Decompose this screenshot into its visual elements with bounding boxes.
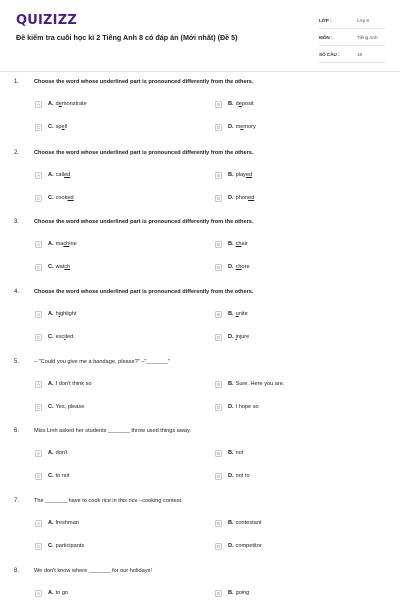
option-pre: cook (55, 195, 68, 201)
option-text (48, 473, 70, 479)
underlined-part: ch (235, 264, 242, 270)
option-pre: phon (235, 195, 249, 201)
option-text (228, 311, 248, 317)
option-pre: ma (55, 241, 64, 247)
option-box[interactable]: C (36, 264, 41, 270)
option-text (48, 404, 84, 410)
option-letter: C. (48, 543, 54, 549)
option-text (228, 172, 252, 178)
option-letter: B. (228, 101, 234, 107)
option-box[interactable]: C (36, 334, 41, 340)
option-pre: competitor (235, 543, 262, 549)
question-number: 3. (14, 219, 20, 225)
option-text (228, 124, 256, 130)
option-text (228, 334, 249, 340)
option-box[interactable]: B (215, 311, 222, 318)
option-text (228, 404, 259, 410)
option-text (228, 101, 254, 107)
option-box[interactable]: A (35, 172, 42, 179)
option-d[interactable] (215, 402, 259, 412)
option-letter: C. (48, 124, 54, 130)
option-b[interactable] (215, 170, 252, 180)
option-box[interactable]: D (216, 124, 221, 130)
option-letter: B. (228, 520, 234, 526)
question-number: 6. (14, 428, 20, 434)
question-text: Choose the word whose underlined part is pronounced differently from the others. (34, 219, 254, 225)
option-c[interactable] (35, 471, 70, 481)
meta-value: Lớp 8 (357, 17, 369, 23)
option-pre: contestant (235, 520, 262, 526)
meta-key: MÔN : (319, 34, 333, 40)
worksheet-meta (319, 12, 385, 63)
option-d[interactable] (215, 332, 249, 342)
option-box[interactable]: D (216, 543, 221, 549)
option-letter: B. (228, 241, 234, 247)
option-c[interactable] (35, 122, 67, 132)
option-pre: d (235, 101, 239, 107)
option-text (48, 520, 79, 526)
option-pre: exc (55, 334, 65, 340)
option-pre: d (55, 101, 59, 107)
option-letter: B. (228, 311, 234, 317)
option-pre: to go (55, 590, 69, 596)
underlined-part: i (58, 311, 60, 317)
option-box[interactable]: B (215, 590, 222, 597)
underlined-part: ch (64, 264, 71, 270)
option-pre: Yes, please (55, 404, 85, 410)
underlined-part: ed (245, 172, 253, 178)
option-text (48, 334, 73, 340)
option-letter: D. (228, 404, 234, 410)
option-text (48, 241, 77, 247)
question-text: We don't know where _______ for our holidays! (34, 568, 152, 574)
option-letter: D. (228, 195, 234, 201)
meta-value: 18 (357, 51, 363, 57)
option-pre: not to (235, 473, 250, 479)
option-letter: D. (228, 334, 234, 340)
option-b[interactable] (215, 379, 284, 389)
option-text (48, 543, 84, 549)
option-box[interactable]: A (35, 101, 42, 108)
option-box[interactable]: D (216, 195, 221, 201)
option-letter: D. (228, 264, 234, 270)
option-post: njure (236, 334, 250, 340)
option-letter: B. (228, 450, 234, 456)
option-letter: A. (48, 101, 54, 107)
option-b[interactable] (215, 99, 254, 109)
option-letter: D. (228, 124, 234, 130)
underlined-part: ed (248, 195, 255, 201)
option-post: mory (243, 124, 256, 130)
underlined-part: e (240, 124, 244, 130)
meta-row-class (319, 12, 385, 29)
option-text (48, 264, 70, 270)
option-pre: sp (55, 124, 62, 130)
option-b[interactable] (215, 239, 248, 249)
underlined-part: e (61, 124, 65, 130)
header-divider (0, 71, 400, 72)
option-text (228, 543, 262, 549)
option-b[interactable] (215, 448, 243, 458)
option-d[interactable] (215, 471, 250, 481)
option-box[interactable]: B (215, 520, 222, 527)
option-pre: wat (55, 264, 65, 270)
question-text: Choose the word whose underlined part is pronounced differently from the others. (34, 79, 254, 85)
option-letter: D. (228, 473, 234, 479)
option-letter: C. (48, 334, 54, 340)
option-c[interactable] (35, 262, 70, 272)
question-text: The _______ have to cook rice in this rice –cooking contest. (34, 498, 183, 504)
option-pre: m (235, 124, 241, 130)
option-box[interactable]: B (215, 450, 222, 457)
option-letter: B. (228, 381, 234, 387)
option-pre: I hope so (235, 404, 259, 410)
underlined-part: ch (235, 241, 242, 247)
meta-value: Tiếng Anh (357, 34, 378, 40)
option-text (228, 381, 284, 387)
option-letter: A. (48, 381, 54, 387)
option-b[interactable] (215, 309, 248, 319)
option-b[interactable] (215, 518, 261, 528)
question-number: 5. (14, 359, 20, 365)
meta-key: SỐ CÂU : (319, 51, 340, 57)
underlined-part: e (58, 101, 62, 107)
option-box[interactable]: A (35, 381, 42, 388)
option-a[interactable] (35, 588, 68, 598)
question-text: Choose the word whose underlined part is pronounced differently from the others. (34, 150, 254, 156)
option-box[interactable]: A (35, 520, 42, 527)
option-letter: B. (228, 172, 234, 178)
option-text (228, 264, 250, 270)
option-pre: play (235, 172, 246, 178)
option-box[interactable]: C (36, 124, 41, 130)
option-text (228, 241, 248, 247)
option-letter: C. (48, 404, 54, 410)
option-letter: B. (228, 590, 234, 596)
option-box[interactable]: C (36, 473, 41, 479)
option-post: nite (238, 311, 248, 317)
option-pre: h (55, 311, 59, 317)
option-d[interactable] (215, 541, 262, 551)
option-box[interactable]: C (36, 404, 41, 410)
option-pre: don't (55, 450, 68, 456)
underlined-part: ed (64, 172, 71, 178)
option-letter: A. (48, 241, 54, 247)
option-text (48, 195, 74, 201)
option-letter: A. (48, 172, 54, 178)
option-pre: Sure. Here you are. (235, 381, 285, 387)
option-box[interactable]: B (215, 101, 222, 108)
option-box[interactable]: C (36, 195, 41, 201)
option-pre: participants (55, 543, 85, 549)
option-box[interactable]: B (215, 172, 222, 179)
meta-row-subject (319, 29, 385, 46)
option-a[interactable] (35, 448, 68, 458)
option-post: ore (241, 264, 250, 270)
question-number: 1. (14, 79, 20, 85)
option-a[interactable] (35, 309, 76, 319)
option-post: ted (65, 334, 74, 340)
option-box[interactable]: A (35, 241, 42, 248)
option-box[interactable]: A (35, 450, 42, 457)
worksheet-header (0, 0, 400, 70)
option-text (48, 101, 87, 107)
question-text: Miss Linh asked her students _______ throw used things away. (34, 428, 191, 434)
option-post: air (241, 241, 248, 247)
underlined-part: ed (67, 195, 74, 201)
underlined-part: i (64, 334, 66, 340)
option-text (48, 381, 92, 387)
option-text (48, 450, 68, 456)
option-box[interactable]: C (36, 543, 41, 549)
question-number: 4. (14, 289, 20, 295)
option-letter: C. (48, 473, 54, 479)
option-a[interactable] (35, 239, 77, 249)
question-number: 7. (14, 498, 20, 504)
question-text: Choose the word whose underlined part is pronounced differently from the others. (34, 289, 254, 295)
underlined-part: e (238, 101, 242, 107)
worksheet-title: Đề kiểm tra cuối học kì 2 Tiếng Anh 8 có đáp án (Mới nhất) (Đề 5) (16, 33, 238, 42)
meta-row-count (319, 46, 385, 63)
question-number: 8. (14, 568, 20, 574)
option-a[interactable] (35, 170, 70, 180)
option-letter: C. (48, 264, 54, 270)
option-box[interactable]: D (216, 264, 221, 270)
option-pre: not (235, 450, 244, 456)
option-letter: A. (48, 520, 54, 526)
option-letter: D. (228, 543, 234, 549)
option-post: posit (241, 101, 254, 107)
option-text (228, 473, 250, 479)
option-box[interactable]: D (216, 473, 221, 479)
underlined-part: ch (63, 241, 70, 247)
option-post: ine (69, 241, 77, 247)
option-text (48, 124, 67, 130)
option-text (48, 590, 68, 596)
option-box[interactable]: A (35, 311, 42, 318)
option-letter: A. (48, 311, 54, 317)
option-text (228, 520, 261, 526)
option-pre: call (55, 172, 64, 178)
quizizz-logo: QUIZIZZ (16, 13, 77, 28)
option-box[interactable]: D (216, 334, 221, 340)
option-pre: to not (55, 473, 70, 479)
option-post: ghlight (59, 311, 77, 317)
option-c[interactable] (35, 193, 74, 203)
underlined-part: i (235, 334, 237, 340)
option-d[interactable] (215, 122, 256, 132)
option-letter: A. (48, 450, 54, 456)
option-d[interactable] (215, 262, 250, 272)
underlined-part: u (235, 311, 239, 317)
option-text (48, 172, 70, 178)
option-d[interactable] (215, 193, 254, 203)
meta-key: LỚP : (319, 17, 332, 23)
option-c[interactable] (35, 332, 73, 342)
option-box[interactable]: D (216, 404, 221, 410)
option-b[interactable] (215, 588, 249, 598)
option-letter: A. (48, 590, 54, 596)
option-a[interactable] (35, 379, 92, 389)
option-text (228, 590, 249, 596)
option-box[interactable]: B (215, 241, 222, 248)
option-post: monstrate (61, 101, 87, 107)
option-c[interactable] (35, 541, 84, 551)
option-letter: C. (48, 195, 54, 201)
option-box[interactable]: B (215, 381, 222, 388)
question-number: 2. (14, 150, 20, 156)
option-post: ll (64, 124, 68, 130)
option-a[interactable] (35, 518, 79, 528)
question-text: – "Could you give me a bandage, please?" –"_______" (34, 359, 171, 365)
option-text (228, 450, 243, 456)
option-text (48, 311, 76, 317)
option-pre: freshman (55, 520, 79, 526)
option-pre: going (235, 590, 250, 596)
option-text (228, 195, 254, 201)
option-pre: I don't think so (55, 381, 92, 387)
option-box[interactable]: A (35, 590, 42, 597)
option-a[interactable] (35, 99, 87, 109)
option-c[interactable] (35, 402, 84, 412)
